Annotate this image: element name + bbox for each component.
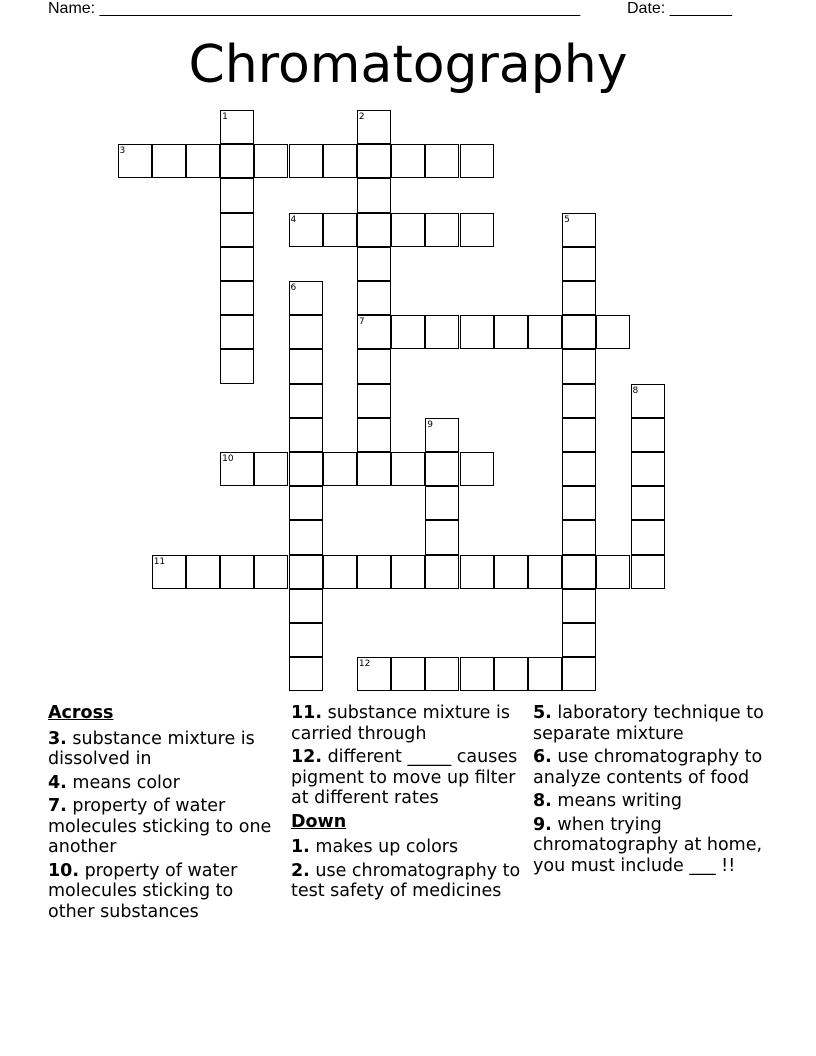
clue-across-12: [291, 747, 526, 809]
clue-text: laboratory technique to separate mixture: [533, 703, 764, 744]
crossword-cell[interactable]: [357, 657, 391, 691]
crossword-cell[interactable]: [254, 452, 288, 486]
clues-column-3: [533, 703, 773, 879]
crossword-cell[interactable]: [631, 555, 665, 589]
cell-number: 10: [222, 454, 234, 464]
crossword-cell[interactable]: [357, 418, 391, 452]
crossword-cell[interactable]: [528, 555, 562, 589]
crossword-cell[interactable]: [494, 555, 528, 589]
crossword-cell[interactable]: [357, 247, 391, 281]
clue-across-3: [48, 729, 278, 770]
crossword-cell[interactable]: [289, 144, 323, 178]
cell-number: 6: [290, 283, 297, 293]
crossword-cell[interactable]: [220, 144, 254, 178]
clue-text: substance mixture is carried through: [291, 703, 510, 744]
crossword-cell[interactable]: [220, 213, 254, 247]
clue-number: 3.: [48, 728, 67, 749]
crossword-cell[interactable]: [460, 657, 494, 691]
crossword-cell[interactable]: [425, 555, 459, 589]
crossword-cell[interactable]: [289, 589, 323, 623]
crossword-cell[interactable]: [323, 144, 357, 178]
crossword-cell[interactable]: [323, 452, 357, 486]
crossword-cell[interactable]: [562, 349, 596, 383]
crossword-cell[interactable]: [391, 452, 425, 486]
crossword-cell[interactable]: [220, 178, 254, 212]
crossword-cell[interactable]: [425, 213, 459, 247]
clue-number: 4.: [48, 772, 67, 793]
crossword-cell[interactable]: [562, 623, 596, 657]
crossword-cell[interactable]: [220, 110, 254, 144]
cell-number: 12: [358, 659, 371, 670]
crossword-cell[interactable]: [494, 315, 528, 349]
crossword-cell[interactable]: [220, 315, 254, 349]
crossword-cell[interactable]: [357, 315, 391, 349]
down-heading: Down: [291, 811, 347, 832]
crossword-cell[interactable]: [357, 349, 391, 383]
clues-column-1: [48, 703, 278, 925]
crossword-cell[interactable]: [289, 520, 323, 554]
crossword-cell[interactable]: [357, 213, 391, 247]
clue-number: 5.: [533, 703, 552, 723]
clue-number: 8.: [533, 791, 552, 811]
crossword-cell[interactable]: [562, 247, 596, 281]
crossword-cell[interactable]: [289, 349, 323, 383]
crossword-cell[interactable]: [152, 555, 186, 589]
crossword-cell[interactable]: [220, 555, 254, 589]
crossword-cell[interactable]: [562, 418, 596, 452]
crossword-cell[interactable]: [357, 110, 391, 144]
cell-number: 7: [358, 317, 365, 328]
clue-down-2: [291, 861, 526, 902]
cell-number: 8: [632, 385, 639, 396]
clue-text: means writing: [551, 791, 682, 811]
crossword-cell[interactable]: [323, 213, 357, 247]
page-title: Chromatography: [188, 35, 628, 95]
crossword-cell[interactable]: [289, 486, 323, 520]
crossword-cell[interactable]: [562, 520, 596, 554]
cell-number: 1: [222, 112, 228, 122]
clue-down-6: [533, 747, 773, 788]
crossword-cell[interactable]: [460, 213, 494, 247]
crossword-cell[interactable]: [391, 213, 425, 247]
clue-across-7: [48, 796, 278, 858]
crossword-cell[interactable]: [289, 623, 323, 657]
crossword-cell[interactable]: [425, 657, 459, 691]
crossword-cell[interactable]: [631, 520, 665, 554]
crossword-cell[interactable]: [631, 418, 665, 452]
crossword-cell[interactable]: [220, 247, 254, 281]
cell-number: 2: [358, 112, 365, 122]
crossword-cell[interactable]: [460, 315, 494, 349]
clue-across-10: [48, 861, 278, 923]
crossword-cell[interactable]: [425, 418, 459, 452]
crossword-cell[interactable]: [289, 657, 323, 691]
clue-down-5: [533, 703, 773, 744]
crossword-cell[interactable]: [289, 384, 323, 418]
crossword-cell[interactable]: [220, 349, 254, 383]
crossword-cell[interactable]: [152, 144, 186, 178]
clue-number: 7.: [48, 796, 67, 816]
clue-text: makes up colors: [309, 837, 459, 857]
crossword-cell[interactable]: [460, 452, 494, 486]
cell-number: 11: [153, 556, 166, 567]
crossword-cell[interactable]: [562, 452, 596, 486]
crossword-cell[interactable]: [596, 315, 630, 349]
crossword-cell[interactable]: [425, 144, 459, 178]
clue-text: property of water molecules sticking to one another: [48, 796, 272, 857]
crossword-cell[interactable]: [186, 144, 220, 178]
crossword-cell[interactable]: [289, 452, 323, 486]
crossword-cell[interactable]: [254, 144, 288, 178]
cell-number: 3: [119, 146, 126, 157]
crossword-cell[interactable]: [220, 281, 254, 315]
clue-text: use chromatography to test safety of medicines: [291, 860, 521, 901]
crossword-cell[interactable]: [391, 144, 425, 178]
crossword-cell[interactable]: [562, 589, 596, 623]
crossword-cell[interactable]: [631, 384, 665, 418]
clue-text: property of water molecules sticking to other substances: [48, 860, 238, 922]
crossword-cell[interactable]: [289, 418, 323, 452]
cell-number: 5: [564, 214, 570, 225]
clue-number: 1.: [291, 837, 310, 857]
crossword-cell[interactable]: [562, 281, 596, 315]
crossword-cell[interactable]: [425, 315, 459, 349]
clue-text: different _____ causes pigment to move up filter at different rates: [291, 747, 518, 808]
crossword-cell[interactable]: [562, 486, 596, 520]
clue-across-11: [291, 703, 526, 744]
crossword-cell[interactable]: [357, 452, 391, 486]
clue-across-4: [48, 773, 278, 794]
crossword-cell[interactable]: [357, 144, 391, 178]
crossword-cell[interactable]: [562, 657, 596, 691]
crossword-cell[interactable]: [357, 555, 391, 589]
crossword-cell[interactable]: [254, 555, 288, 589]
clue-text: use chromatography to analyze contents of food: [533, 747, 763, 788]
crossword-cell[interactable]: [596, 555, 630, 589]
clue-text: means color: [66, 772, 180, 793]
clue-number: 11.: [291, 703, 323, 723]
cell-number: 9: [427, 419, 434, 430]
clue-number: 12.: [291, 747, 323, 767]
crossword-cell[interactable]: [631, 486, 665, 520]
crossword-cell[interactable]: [357, 384, 391, 418]
crossword-cell[interactable]: [323, 555, 357, 589]
crossword-cell[interactable]: [357, 281, 391, 315]
crossword-cell[interactable]: [118, 144, 152, 178]
crossword-cell[interactable]: [186, 555, 220, 589]
crossword-cell[interactable]: [562, 315, 596, 349]
clue-down-8: [533, 791, 773, 812]
clue-text: substance mixture is dissolved in: [48, 728, 255, 769]
crossword-cell[interactable]: [220, 452, 254, 486]
clue-down-9: [533, 815, 773, 877]
clue-number: 6.: [533, 747, 552, 767]
clue-number: 10.: [48, 860, 80, 881]
crossword-cell[interactable]: [528, 657, 562, 691]
crossword-cell[interactable]: [391, 555, 425, 589]
crossword-cell[interactable]: [391, 315, 425, 349]
clue-text: when trying chromatography at home, you must include ___ !!: [533, 814, 763, 876]
crossword-cell[interactable]: [391, 657, 425, 691]
crossword-cell[interactable]: [289, 555, 323, 589]
crossword-cell[interactable]: [460, 555, 494, 589]
crossword-cell[interactable]: [562, 213, 596, 247]
clue-number: 2.: [291, 860, 310, 881]
crossword-cell[interactable]: [562, 384, 596, 418]
name-field-label[interactable]: Name: ______________________________________________________: [48, 0, 581, 17]
crossword-cell[interactable]: [425, 486, 459, 520]
across-heading: Across: [48, 703, 114, 723]
clues-column-2: [291, 703, 526, 905]
clue-down-1: [291, 837, 526, 858]
crossword-cell[interactable]: [357, 178, 391, 212]
crossword-cell[interactable]: [289, 315, 323, 349]
crossword-cell[interactable]: [289, 213, 323, 247]
crossword-cell[interactable]: [562, 555, 596, 589]
clue-number: 9.: [533, 814, 552, 835]
crossword-cell[interactable]: [425, 452, 459, 486]
crossword-cell[interactable]: [289, 281, 323, 315]
crossword-cell[interactable]: [494, 657, 528, 691]
cell-number: 4: [290, 214, 297, 225]
date-field-label[interactable]: Date: _______: [627, 0, 732, 17]
crossword-cell[interactable]: [631, 452, 665, 486]
crossword-cell[interactable]: [425, 520, 459, 554]
crossword-cell[interactable]: [460, 144, 494, 178]
crossword-cell[interactable]: [528, 315, 562, 349]
